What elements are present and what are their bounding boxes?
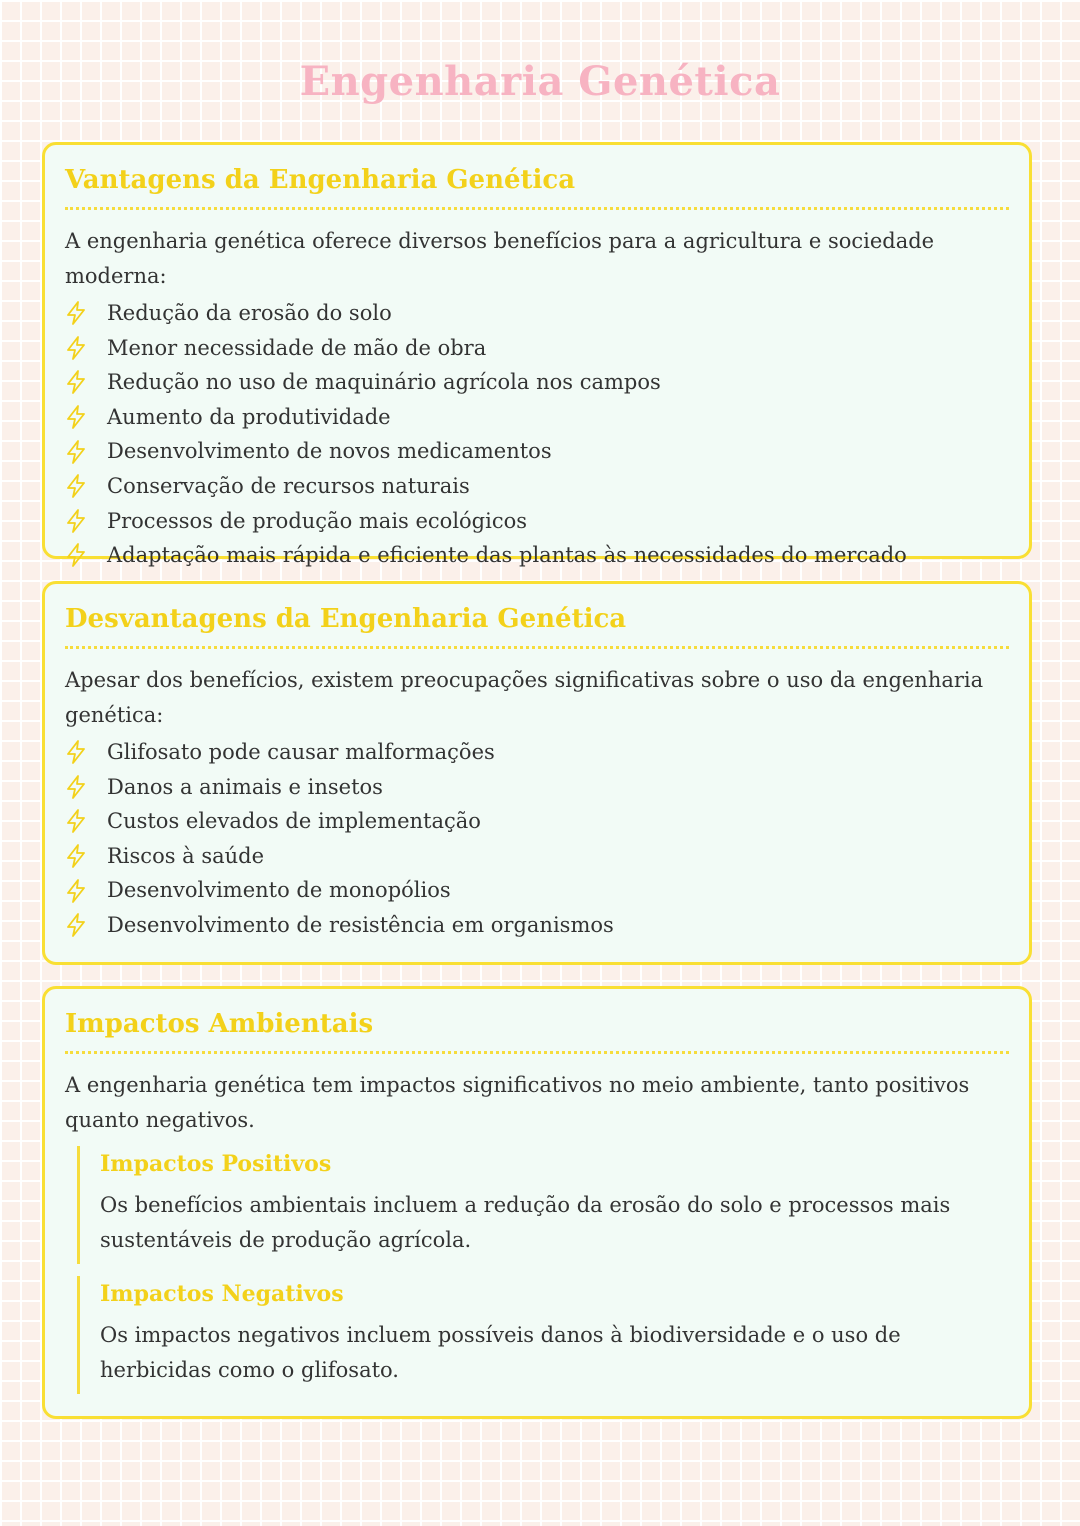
card-vantagens [42, 142, 1032, 568]
card-desvantagens [42, 581, 1032, 965]
list-item [65, 804, 1009, 839]
list-item [65, 873, 1009, 908]
list-item-label: Processos de produção mais ecológicos [107, 508, 528, 533]
section-title-impactos: Impactos Ambientais [65, 1007, 1009, 1054]
list-item [65, 839, 1009, 874]
list-item-label: Desenvolvimento de novos medicamentos [107, 439, 552, 464]
section-title-desvantagens: Desvantagens da Engenharia Genética [65, 602, 1009, 649]
lightning-bolt-icon [65, 809, 87, 833]
lightning-bolt-icon [65, 405, 87, 429]
list-item-label: Redução da erosão do solo [107, 301, 392, 325]
list-item [65, 331, 1009, 366]
lightning-bolt-icon [65, 440, 87, 464]
list-item-label: Adaptação mais rápida e eficiente das plantas às necessidades do mercado [107, 543, 907, 568]
list-item-label: Custos elevados de implementação [107, 809, 481, 834]
intro-desvantagens: Apesar dos benefícios, existem preocupações significativas sobre o uso da engenharia genética: [65, 668, 984, 727]
list-item-label: Redução no uso de maquinário agrícola nos campos [107, 370, 661, 395]
lightning-bolt-icon [65, 775, 87, 799]
subsection-impactos-negativos [77, 1276, 1009, 1394]
lightning-bolt-icon [65, 543, 87, 567]
section-title-vantagens: Vantagens da Engenharia Genética [65, 163, 1009, 210]
list-item-label: Danos a animais e insetos [107, 774, 383, 799]
lightning-bolt-icon [65, 844, 87, 868]
lightning-bolt-icon [65, 740, 87, 764]
card-impactos [42, 986, 1032, 1419]
sub-title-positivos: Impactos Positivos [100, 1151, 332, 1177]
lightning-bolt-icon [65, 879, 87, 903]
list-item-label: Conservação de recursos naturais [107, 473, 470, 498]
list-desvantagens [65, 735, 1009, 943]
list-item-label: Desenvolvimento de monopólios [107, 878, 451, 903]
list-item [65, 296, 1009, 331]
lightning-bolt-icon [65, 301, 87, 325]
lightning-bolt-icon [65, 336, 87, 360]
lightning-bolt-icon [65, 370, 87, 394]
list-item-label: Menor necessidade de mão de obra [107, 335, 487, 360]
subsection-impactos-positivos [77, 1146, 1009, 1264]
list-item-label: Riscos à saúde [107, 843, 265, 868]
sub-title-negativos: Impactos Negativos [100, 1281, 344, 1307]
sub-text-positivos: Os benefícios ambientais incluem a redução da erosão do solo e processos mais sustentáveis de produção agrícola. [100, 1193, 951, 1252]
list-item [65, 469, 1009, 504]
list-item [65, 504, 1009, 539]
lightning-bolt-icon [65, 474, 87, 498]
list-item [65, 735, 1009, 770]
list-item-label: Glifosato pode causar malformações [107, 740, 495, 764]
intro-vantagens: A engenharia genética oferece diversos benefícios para a agricultura e sociedade moderna: [65, 229, 935, 288]
list-item [65, 538, 1009, 573]
list-item [65, 400, 1009, 435]
intro-impactos: A engenharia genética tem impactos significativos no meio ambiente, tanto positivos quanto negativos. [65, 1073, 970, 1132]
list-item-label: Aumento da produtividade [107, 404, 391, 429]
page-title: Engenharia Genética [299, 58, 781, 105]
list-item [65, 434, 1009, 469]
list-item [65, 908, 1009, 943]
lightning-bolt-icon [65, 509, 87, 533]
lightning-bolt-icon [65, 913, 87, 937]
sub-text-negativos: Os impactos negativos incluem possíveis danos à biodiversidade e o uso de herbicidas como o glifosato. [100, 1323, 901, 1382]
list-vantagens [65, 296, 1009, 573]
list-item-label: Desenvolvimento de resistência em organismos [107, 912, 614, 937]
list-item [65, 770, 1009, 805]
list-item [65, 365, 1009, 400]
